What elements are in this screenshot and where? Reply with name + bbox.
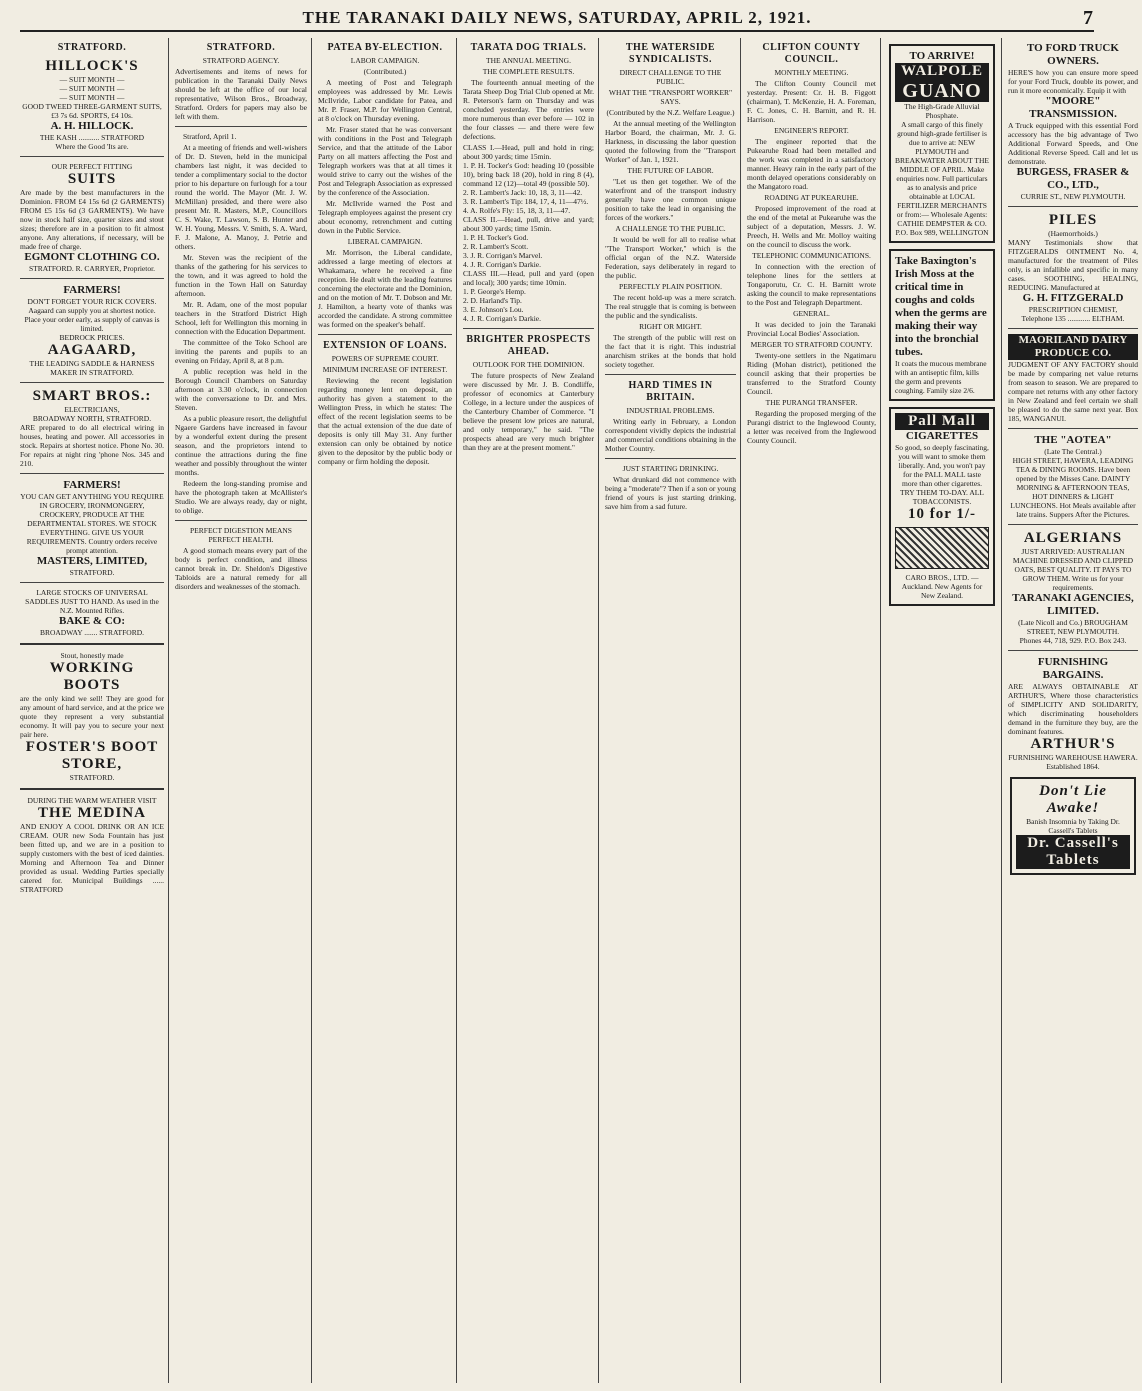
article-heading: EXTENSION OF LOANS. [323,340,447,351]
aotea-ad [1008,434,1138,519]
column-clifton-council [747,38,881,1383]
ford-truck-ad [1008,42,1138,201]
ad-name: THE MEDINA [38,805,146,821]
article-heading: HARD TIMES IN BRITAIN. [628,380,713,403]
result-line: 2. D. Harland's Tip. [463,296,522,305]
section-body: In connection with the erection of telephone lines for the settlers at Tongaporutu, Cr. C. H. Barnitt wrote asking the council to make representations to the Post and Telegraph Department. [747,262,876,307]
ad-title: FARMERS! [63,479,121,491]
ad-body: Are made by the best manufacturers in the Dominion. FROM £4 15s 6d (2 GARMENTS) FROM £5 15s 6d (3 GARMENTS). We have now in stock half size, quarter sizes and stout sizes; therefore are in a position to fit almost anyone. Any alterations, if necessary, will be made free of charge. [20,188,164,251]
ad-body: HERE'S how you can ensure more speed for your Ford Truck, double its power, and run it more economically. Equip it with [1008,68,1138,95]
column-classified-ads [1008,38,1142,1383]
result-line: 1. P. H. Tocker's God. [463,233,529,242]
ad-address: BROADWAY NORTH, STRATFORD. [32,414,152,423]
ad-address: BROADWAY ....... STRATFORD. [39,628,145,637]
ad-title: WORKING BOOTS [49,660,135,693]
ad-address: CURRIE ST., NEW PLYMOUTH. [1020,192,1126,201]
result-line: 4. J. R. Corrigan's Darkie. [463,260,542,269]
article-body [175,132,307,515]
ad-address: STRATFORD. R. CARRYER, Proprietor. [28,264,156,273]
bake-ad [20,588,164,637]
ad-body: ARE ALWAYS OBTAINABLE AT ARTHUR'S, Where those characteristics of SIMPLICITY AND SOLIDARITY, which discriminating householders demand in the furniture they buy, are the dominant features. [1008,682,1138,736]
paragraph: Mr. Fraser stated that he was conversant with conditions in the Post and Telegraph Service, and that the attitude of the Labor Party on all matters affecting the Post and Telegraph workers was that at all times it would strive to carry out the wishes of the Post and Telegraph Association as expressed by the conference of the Association. [318,125,452,197]
ad-title: PILES [1048,212,1098,228]
ad-name: FOSTER'S BOOT STORE, [25,739,159,772]
article-body: The future prospects of New Zealand were discussed by Mr. J. B. Condliffe, professor of economics at Canterbury College, in a lecture under the auspices of the Canterbury Chamber of Commerce. "I believe the present low prices are natural, and only temporary," he said. "The prospects ahead are very much brighter than they are at the present moment." [463,371,594,452]
maoriland-ad [1008,334,1138,423]
ad-name: AAGAARD, [47,342,137,358]
section-body: It was decided to join the Taranaki Provincial Local Bodies' Association. [747,320,876,338]
ad-title: GUANO [895,80,989,102]
result-line: 2. R. Lambert's Jack: 10, 18, 3, 11—42. [463,188,583,197]
column-dog-trials [463,38,599,1383]
paragraph: The committee of the Toko School are inviting the parents and pupils to an evening on Friday, April 8, at 8 p.m. [175,338,307,365]
article-note: (Contributed by the N.Z. Welfare League.) [606,108,735,117]
newspaper-title: THE TARANAKI DAILY NEWS, SATURDAY, APRIL 2, 1921. [302,8,812,27]
pall-mall-ad [889,407,995,606]
paragraph: Mr. McIlvride warned the Post and Telegraph employees against the present cry about economy, retrenchment and cutting down in the Public Service. [318,199,452,235]
section-body: Proposed improvement of the road at the end of the metal at Pukearuhe was the subject of a deputation, Messrs. J. W. Preech, H. Wells and Mr. Molloy waiting on the council to discuss the work. [747,204,876,249]
masters-ad [20,479,164,577]
ad-body: YOU CAN GET ANYTHING YOU REQUIRE IN GROCERY, IRONMONGERY, CROCKERY, PRODUCE AT THE DEPARTMENTAL STORES. WE STOCK EVERYTHING. GIVE US YOUR REQUIREMENTS. Country orders receive prompt attention. [20,492,164,555]
ad-body: LARGE STOCKS OF UNIVERSAL SADDLES JUST TO HAND. As used in the N.Z. Mounted Rifles. [25,588,159,615]
ad-name: BURGESS, FRASER & CO., LTD., [1016,166,1130,191]
ad-body: are the only kind we sell! They are good for any amount of hard service, and at the price we quote they represent a very substantial economy. It will pay you to secure your next pair here. [20,694,164,739]
ad-address: Phones 44, 718, 929. P.O. Box 243. [1019,636,1127,645]
ad-lead: TO ARRIVE! [909,50,975,62]
column-display-ads [887,38,1002,1383]
article-heading: BRIGHTER PROSPECTS AHEAD. [466,334,591,357]
ad-body: MANY Testimonials show that FITZGERALDS OINTMENT No. 4, manufactured for the treatment of Piles only, is an infallible and specific in many cases. SOOTHING, HEALING, REDUCING. Manufactured at [1008,238,1138,292]
ad-title: MAORILAND DAIRY PRODUCE CO. [1008,334,1138,360]
article-heading: CLIFTON COUNTY COUNCIL. [762,42,861,65]
article-body: The Clifton County Council met yesterday. Present: Cr. H. B. Figgott (chairman), T. McKenzie, H. A. Foreman, F. C. Jones, C. H. Barnitt, and R. H. Harrison. [747,79,876,124]
article-body: Mr. Morrison, the Liberal candidate, addressed a large meeting of electors at Whakamara, where he received a fine reception. He dealt with the leading features concerning the electorate and the Dominion, and on the motion of Mr. T. Dobson and Mr. J. Hamilton, a hearty vote of thanks was accorded the candidate. A strong committee was formed on the speaker's behalf. [318,248,452,329]
article-heading: THE WATERSIDE SYNDICALISTS. [625,42,716,65]
ad-sub: ELECTRICIANS, [64,405,120,414]
result-line: CLASS I.—Head, pull and hold in ring; about 300 yards; time 15min. [463,143,594,161]
paragraph: Mr. R. Adam, one of the most popular teachers in the Stratford District High School, left for Wellington this morning in connection with the Education Department. [175,300,307,336]
result-line: CLASS III.—Head, pull and yard (open and local); 300 yards; time 10min. [463,269,594,287]
section-body: Twenty-one settlers in the Ngatimaru Riding (Mohan district), petitioned the council asking that their properties be transferred to the Stratford County Council. [747,351,876,396]
ad-title: Take Baxington's Irish Moss at the critical time in coughs and colds when the germs are making their way into the bronchial tubes. [895,255,987,358]
ad-title: ALGERIANS [1023,530,1123,546]
article-heading: TARATA DOG TRIALS. [470,42,587,53]
section-body: It would be well for all to realise what "The Transport Worker," which is the official organ of the N.Z. Waterside Federation, says deliberately in regard to the public. [605,235,736,280]
result-line: 1. P. George's Hemp. [463,287,526,296]
ad-sub: (Haemorrhoids.) [1048,229,1098,238]
ad-body: JUDGMENT OF ANY FACTORY should be made by comparing net value returns from season to season. We are prepared to compare net returns with any other factory in New Zealand and feel certain we shall be pleased to do the same next year. Box 185, WANGANUI. [1008,360,1138,423]
article-subheading: MONTHLY MEETING. [774,68,849,77]
result-line: 4. J. R. Corrigan's Darkie. [463,314,542,323]
ad-body: So good, so deeply fascinating, you will want to smoke them liberally. And, you won't pay for the PALL MALL taste more than other cigarettes. TRY THEM TO-DAY. ALL TOBACCONISTS. [895,443,989,506]
paragraph: A public reception was held in the Borough Council Chambers on Saturday afternoon at 3.30 o'clock, in connection with the conversazione to Dr. and Mrs. Steven. [175,367,307,412]
notice-body: A good stomach means every part of the body is perfect condition, and illness cannot break in. Dr. Sheldon's Digestive Tabloids are a natural remedy for all disorders and weaknesses of the stomach. [175,546,307,591]
section-body: Regarding the proposed merging of the Purangi district to the Inglewood County, a letter was received from the Inglewood County Council. [747,409,876,445]
arthurs-ad [1008,656,1138,771]
ad-body: AND ENJOY A COOL DRINK OR AN ICE CREAM. OUR new Soda Fountain has just been fitted up, and we are in a position to supply customers with the best of iced dainties. Morning and Afternoon Tea and Dinner provided as usual. Wedding Parties specially catered for. Municipal Buildings ...... STRATFORD [20,822,164,894]
algerians-ad [1008,530,1138,645]
masthead [20,6,1094,32]
section-body: The strength of the public will rest on the fact that it is right. This industrial anarchism strikes at the bonds that hold society together. [605,333,736,369]
paragraph: At a meeting of friends and well-wishers of Dr. D. Steven, held in the municipal chambers last night, it was decided to tender a complimentary social to the doctor prior to his departure on furlough for a tour round the world. The Mayor (Mr. J. W. McMillan) presided, and there were also present Mr. R. Masters, M.P., Councillors C. S. Wake, T. Lawson, S. B. Hunter and W. H. Young, Messrs. V. Smith, S. A. Ward, F. J. Malone, A. Manoy, J. Petrie and others. [175,143,307,251]
section-subheading: TELEPHONIC COMMUNICATIONS. [752,251,871,260]
paragraph: As a public pleasure resort, the delightful Ngaere Gardens have increased in favour by a wonderful extent during the present season, and the proprietors intend to continue the attractions during the fine weather and possibly throughout the winter months. [175,414,307,477]
ad-sub: CIGARETTES [905,430,979,442]
ad-body: It coats the mucous membrane with an antiseptic film, kills the germ and prevents coughing. Family size 2/6. [895,359,987,395]
article-subheading: THE COMPLETE RESULTS. [482,67,575,76]
section-subheading: GENERAL. [793,309,830,318]
ad-title: FARMERS! [63,284,121,296]
article-subheading: INDUSTRIAL PROBLEMS. [626,406,715,415]
ad-sub: Banish Insomnia by Taking Dr. Cassell's Tablets [1026,817,1120,835]
article-subheading: LABOR CAMPAIGN. [350,56,420,65]
result-line: 2. R. Lambert's Scott. [463,242,529,251]
ad-body: JUST ARRIVED: AUSTRALIAN MACHINE DRESSED AND CLIPPED OATS, BEST QUALITY. IT PAYS TO GROW THEM. Write us for your requirements. [1012,547,1134,592]
article-subheading: THE ANNUAL MEETING. [486,56,571,65]
article-body [318,78,452,235]
article-body: What drunkard did not commence with being a "moderate"? Then if a son or young friend of yours is just starting drinking, save him from a sad future. [605,475,736,511]
ad-title: SUITS [67,171,117,187]
ad-body: HIGH STREET, HAWERA, LEADING TEA & DINING ROOMS. Have been opened by the Misses Cane. DAINTY MORNING & AFTERNOON TEAS, HOT DINNERS & LIGHT LUNCHEONS. Hot Meals available after late trains. Suppers After the Pictures. [1010,456,1136,519]
ad-body: DON'T FORGET YOUR RICK COVERS. Aagaard can supply you at shortest notice. Place your order early, as supply of canvas is limited. [24,297,160,333]
result-line: CLASS II.—Head, pull, drive and yard; about 300 yards; time 15min. [463,215,594,233]
article-subheading: JUST STARTING DRINKING. [622,464,719,473]
hillock-ad [20,58,164,151]
ad-sub: FURNISHING WAREHOUSE HAWERA. Established 1864. [1008,753,1138,771]
piles-ad [1008,212,1138,323]
foster-ad [20,651,164,782]
result-line: 4. A. Rolfe's Fly: 15, 18, 3, 11—47. [463,206,571,215]
paragraph: Redeem the long-standing promise and have the photograph taken at McAllister's Studio. We are always ready, day or night, to oblige. [175,479,307,515]
ad-address: THE KASH ........... STRATFORD [39,133,145,142]
article-subheading: MINIMUM INCREASE OF INTEREST. [322,365,448,374]
ad-name: A. H. HILLOCK. [50,120,134,132]
result-line: 3. R. Lambert's Tip: 184, 17, 4, 11—47½. [463,197,589,206]
article-subheading: LIBERAL CAMPAIGN. [347,237,423,246]
notice-heading: PERFECT DIGESTION MEANS PERFECT HEALTH. [190,526,292,544]
ad-name: MASTERS, LIMITED, [36,555,148,567]
ad-body: A small cargo of this finely ground high-grade fertiliser is due to arrive at: NEW PLYMOUTH and BREAKWATER ABOUT THE MIDDLE OF APRIL. Make enquiries now. Full particulars as to analysis and price obtainable at LOCAL FERTILIZER MERCHANTS or from:— Wholesale Agents: CATHIE DEMPSTER & CO. P.O. Box 989, WELLINGTON [895,120,989,237]
egmont-ad [20,162,164,273]
section-heading: STRATFORD. [57,42,127,53]
ad-title: TO FORD TRUCK OWNERS. [1027,42,1119,67]
ad-address: STRATFORD. [69,568,115,577]
ad-sub: PRESCRIPTION CHEMIST, [1028,305,1118,314]
article-subheading: OUTLOOK FOR THE DOMINION. [472,360,585,369]
result-line: 1. P. H. Tocker's God: heading 10 (possible 10), bring back 18 (20), hold in ring 8 (4), command 12 (12)—total 49 (possible 50). [463,161,594,188]
ad-title: FURNISHING BARGAINS. [1037,656,1109,681]
cigarette-pack-illustration [895,527,989,569]
section-subheading: MERGER TO STRATFORD COUNTY. [750,340,873,349]
irish-moss-ad [889,249,995,401]
paragraph: A meeting of Post and Telegraph employees was addressed by Mr. Lewis McIlvride, Labor candidate for Patea, and Mr. P. Fraser, M.P. for Wellington Central, at 8 o'clock on Thursday evening. [318,78,452,123]
article-subheading: DIRECT CHALLENGE TO THE PUBLIC. [619,68,722,86]
ad-tagline: Where the Good 'Its are. [55,142,129,151]
ad-brand: Pall Mall [895,413,989,430]
medina-ad [20,796,164,894]
ad-line: — SUIT MONTH — [59,75,125,84]
section-body: The engineer reported that the Pukearuhe Road had been metalled and the work was completed in a satisfactory manner. Heavy rain in the early part of the month delayed operations considerably on the Mangatoro road. [747,137,876,191]
ad-name: EGMONT CLOTHING CO. [24,251,160,263]
paragraph: Mr. Steven was the recipient of the thanks of the gathering for his services to the town, and it was agreed to hold the function in the Town Hall on Saturday afternoon. [175,253,307,298]
section-subheading: ROADING AT PUKEARUHE. [764,193,859,202]
article-body: The fourteenth annual meeting of the Tarata Sheep Dog Trial Club opened at Mr. R. Peterson's farm on Thursday and was concluded yesterday. The entries were more numerous than ever before — 102 in the four classes — and there were few defections. [463,78,594,141]
ad-body: ARE prepared to do all electrical wiring in houses, heating and power. All accessories in stock. Repairs at shortest notice. Phone No. 30. For repairs at night ring 'phone Nos. 345 and 210. [20,423,164,468]
article-heading: PATEA BY-ELECTION. [327,42,443,53]
ad-title: THE "AOTEA" [1034,434,1112,446]
agency-notice: Advertisements and items of news for publication in the Taranaki Daily News should be left at the office of our local representative, Wilson Bros., Broadway, Stratford. Orders for papers may also be left with them. [175,67,307,121]
column-stratford-news [175,38,312,1383]
ad-sub: The High-Grade Alluvial Phosphate. [904,102,980,120]
ad-lead: Stout, honestly made [60,651,124,660]
ad-name: BAKE & CO: [59,615,125,627]
ad-address: STRATFORD. [69,773,115,782]
column-waterside [605,38,741,1383]
ad-name: ARTHUR'S [1030,736,1116,752]
page-number: 7 [1083,6,1094,29]
ad-sub: (Late Nicoll and Co.) BROUGHAM STREET, NEW PLYMOUTH. [1018,618,1128,636]
section-body: "Let us then get together. We of the waterfront and of the transport industry generally have one common unique position to take the lead in organising the forces of the workers." [605,177,736,222]
ad-maker: CARO BROS., LTD. — Auckland. New Agents for New Zealand. [901,573,983,600]
section-subheading: THE PURANGI TRANSFER. [765,398,858,407]
walpole-guano-ad [889,44,995,243]
result-line: 3. J. R. Corrigan's Marvel. [463,251,543,260]
results-list [463,143,594,323]
smart-bros-ad [20,388,164,468]
ad-body: A Truck equipped with this essential Ford accessory has the big advantage of Two Additional Forward Speeds, and One Additional Reverse Speed. Call and let us demonstrate. [1008,121,1138,166]
article-note: (Contributed.) [363,67,407,76]
section-subheading: PERFECTLY PLAIN POSITION. [619,282,722,291]
column-patea-election [318,38,457,1383]
article-body: Writing early in February, a London correspondent vividly depicts the industrial and commercial conditions obtaining in the Mother Country. [605,417,736,453]
paragraph: Stratford, April 1. [183,132,237,141]
ad-price: 10 for 1/- [907,506,977,522]
ad-title: WALPOLE [895,63,989,80]
article-body: At the annual meeting of the Wellington Harbor Board, the chairman, Mr. J. G. Harkness, in discussing the labor question quoted the following from the "Transport Worker" of Jan. 1, 1921. [605,119,736,164]
ad-product: "MOORE" TRANSMISSION. [1029,95,1117,120]
section-subheading: RIGHT OR MIGHT. [639,322,702,331]
ad-title: Don't Lie Awake! [1039,783,1107,816]
newspaper-page [20,38,1138,1383]
ad-name: G. H. FITZGERALD [1022,292,1124,304]
ad-lead: OUR PERFECT FITTING [51,162,133,171]
ad-offer: GOOD TWEED THREE-GARMENT SUITS, £3 7s 6d. SPORTS, £4 10s. [22,102,162,120]
ad-name: SMART BROS.: [32,388,152,404]
column-stratford-ads [20,38,169,1383]
article-body: Reviewing the recent legislation regarding money lent on deposit, an authority has given a statement to the Wellington Press, in which he states: The effect of the recent legislation seems to be that the actual extension of the due date of deposits is only till May 31. Any further extension can only be obtained by notice given to the depositor by the public body or company or firm holding the deposit. [318,376,452,466]
ad-line: — SUIT MONTH — [59,93,125,102]
section-subheading: THE FUTURE OF LABOR. [627,166,714,175]
result-line: 3. E. Johnson's Lou. [463,305,524,314]
ad-address: Telephone 135 ............ ELTHAM. [1021,314,1125,323]
ad-lead: DURING THE WARM WEATHER VISIT [27,796,157,805]
section-body: The recent hold-up was a mere scratch. The real struggle that is coming is between the public and the syndicalists. [605,293,736,320]
ad-tagline: THE LEADING SADDLE & HARNESS MAKER IN STRATFORD. [29,359,155,377]
article-heading: STRATFORD. [206,42,276,53]
article-subheading: STRATFORD AGENCY. [202,56,280,65]
section-subheading: ENGINEER'S REPORT. [774,126,849,135]
ad-brand: Dr. Cassell's Tablets [1016,835,1130,869]
article-subheading: WHAT THE "TRANSPORT WORKER" SAYS. [608,88,733,106]
article-subheading: POWERS OF SUPREME COURT. [331,354,439,363]
section-subheading: A CHALLENGE TO THE PUBLIC. [615,224,726,233]
aagaard-ad [20,284,164,377]
ad-line: — SUIT MONTH — [59,84,125,93]
ad-sub: (Late The Central.) [1044,447,1102,456]
ad-sub: BEDROCK PRICES. [59,333,125,342]
ad-name: TARANAKI AGENCIES, LIMITED. [1012,592,1134,617]
cassell-tablets-ad [1010,777,1136,875]
ad-title: HILLOCK'S [45,58,139,74]
